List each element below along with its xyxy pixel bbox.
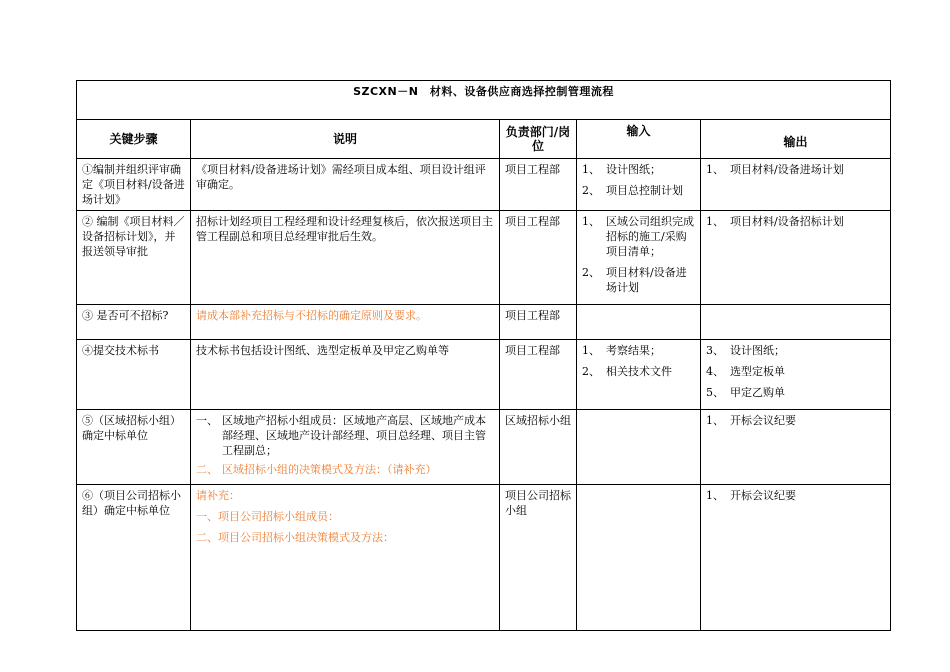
header-dept: 负责部门/岗位 <box>500 120 577 159</box>
dept-cell: 项目工程部 <box>500 211 577 305</box>
output-cell <box>701 410 891 485</box>
input-cell <box>577 410 701 485</box>
table-row <box>77 305 891 340</box>
input-cell <box>577 485 701 631</box>
dept-cell: 项目工程部 <box>500 305 577 340</box>
input-cell <box>577 340 701 410</box>
table-row <box>77 211 891 305</box>
desc-cell: 请成本部补充招标与不招标的确定原则及要求。 <box>191 305 500 340</box>
process-table <box>76 80 891 631</box>
output-item: 1、 开标会议纪要 <box>706 489 796 502</box>
output-item: 5、 甲定乙购单 <box>706 386 785 399</box>
desc-cell: 技术标书包括设计图纸、选型定板单及甲定乙购单等 <box>191 340 500 410</box>
input-cell <box>577 159 701 211</box>
output-cell <box>701 159 891 211</box>
header-desc: 说明 <box>191 120 500 159</box>
step-cell: ⑤（区域招标小组）确定中标单位 <box>77 410 191 485</box>
step-cell: ② 编制《项目材料／设备招标计划》，并报送领导审批 <box>77 211 191 305</box>
dept-cell: 区域招标小组 <box>500 410 577 485</box>
table-row <box>77 410 891 485</box>
input-item: 1、 考察结果； <box>582 344 661 357</box>
output-item: 3、 设计图纸； <box>706 344 785 357</box>
dept-cell: 项目工程部 <box>500 340 577 410</box>
table-row <box>77 340 891 410</box>
step-cell: ④提交技术标书 <box>77 340 191 410</box>
desc-cell: 《项目材料/设备进场计划》需经项目成本组、项目设计组评审确定。 <box>191 159 500 211</box>
input-item: 2、 相关技术文件 <box>582 365 672 378</box>
desc-line: 一、项目公司招标小组成员： <box>196 510 339 523</box>
desc-line: 二、项目公司招标小组决策模式及方法： <box>196 531 394 544</box>
desc-cell <box>191 485 500 631</box>
output-item: 1、 项目材料/设备进场计划 <box>706 163 844 176</box>
output-cell <box>701 211 891 305</box>
desc-line: 请补充： <box>196 489 240 502</box>
table-row <box>77 485 891 631</box>
dept-cell: 项目工程部 <box>500 159 577 211</box>
desc-item: 二、 区域招标小组的决策模式及方法：（请补充） <box>196 463 437 476</box>
output-item: 4、 选型定板单 <box>706 365 785 378</box>
input-cell <box>577 211 701 305</box>
input-cell <box>577 305 701 340</box>
input-item: 1、 设计图纸； <box>582 163 661 176</box>
output-cell <box>701 340 891 410</box>
input-item: 1、 区域公司组织完成招标的施工/采购项目清单； <box>582 215 694 258</box>
input-item: 2、 项目总控制计划 <box>582 184 683 197</box>
header-step: 关键步骤 <box>77 120 191 159</box>
step-cell: ①编制并组织评审确定《项目材料/设备进场计划》 <box>77 159 191 211</box>
output-item: 1、 项目材料/设备招标计划 <box>706 215 844 228</box>
desc-cell <box>191 410 500 485</box>
table-row <box>77 159 891 211</box>
step-cell: ⑥（项目公司招标小组）确定中标单位 <box>77 485 191 631</box>
output-item: 1、 开标会议纪要 <box>706 414 796 427</box>
header-output: 输出 <box>701 120 891 159</box>
desc-cell: 招标计划经项目工程经理和设计经理复核后，依次报送项目主管工程副总和项目总经理审批后生效。 <box>191 211 500 305</box>
header-input: 输入 <box>577 120 701 159</box>
input-item: 2、 项目材料/设备进场计划 <box>582 266 687 294</box>
output-cell <box>701 485 891 631</box>
dept-cell: 项目公司招标小组 <box>500 485 577 631</box>
desc-item: 一、 区域地产招标小组成员：区域地产高层、区域地产成本部经理、区域地产设计部经理、项目总经理、项目主管工程副总； <box>196 414 486 457</box>
output-cell <box>701 305 891 340</box>
header-row <box>77 120 891 159</box>
table-title: SZCXN－N 材料、设备供应商选择控制管理流程 <box>77 81 891 120</box>
step-cell: ③ 是否可不招标? <box>77 305 191 340</box>
